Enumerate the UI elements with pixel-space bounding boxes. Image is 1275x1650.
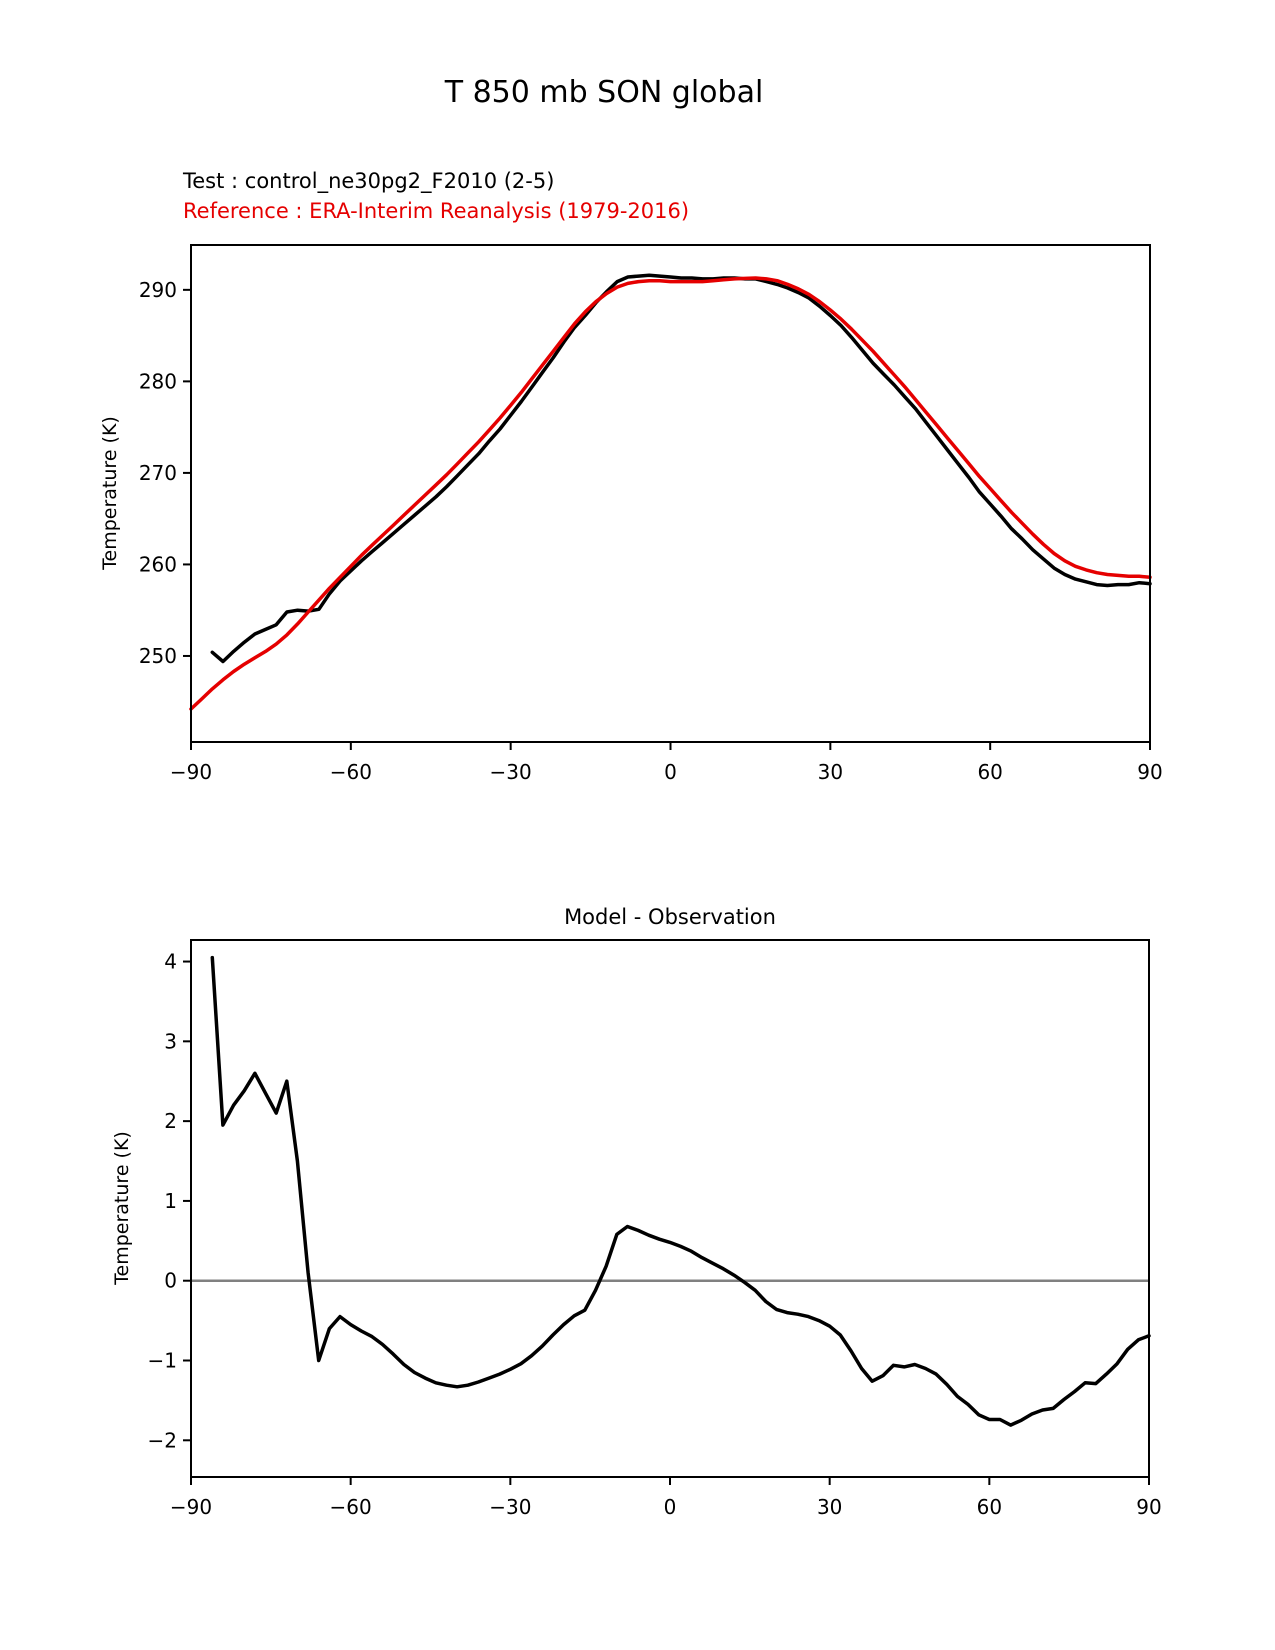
x-tick-label: 30 [817, 760, 844, 784]
top-chart-ylabel: Temperature (K) [99, 416, 121, 570]
y-tick-label: −1 [147, 1348, 177, 1373]
x-tick-label: 60 [977, 760, 1003, 784]
x-tick-label: −90 [169, 760, 213, 784]
y-tick-label: 4 [164, 949, 177, 974]
series-test [212, 958, 1149, 1426]
y-tick-label: 290 [138, 277, 177, 302]
legend-reference-label: Reference : ERA-Interim Reanalysis (1979-2016) [183, 199, 690, 223]
x-tick-label: −30 [489, 1495, 532, 1519]
bottom-chart-axes [148, 940, 1162, 1519]
x-tick-label: −30 [489, 760, 532, 784]
series-test [212, 275, 1150, 661]
axes-box [191, 940, 1149, 1477]
x-tick-label: 90 [1136, 1495, 1162, 1519]
x-tick-label: 90 [1137, 760, 1163, 784]
figure-title: T 850 mb SON global [444, 75, 764, 110]
y-tick-label: 3 [164, 1029, 177, 1054]
y-tick-label: −2 [147, 1428, 177, 1453]
y-tick-label: 1 [164, 1188, 177, 1213]
x-tick-label: 0 [663, 1495, 677, 1519]
top-chart-axes [139, 245, 1163, 784]
x-tick-label: 0 [664, 760, 677, 784]
x-tick-label: 30 [816, 1495, 843, 1519]
y-tick-label: 260 [138, 552, 177, 577]
x-tick-label: −60 [329, 760, 372, 784]
x-tick-label: 60 [976, 1495, 1003, 1519]
legend-test-label: Test : control_ne30pg2_F2010 (2-5) [183, 169, 555, 193]
y-tick-label: 0 [164, 1268, 177, 1293]
x-tick-label: −60 [329, 1495, 372, 1519]
y-tick-label: 270 [138, 460, 177, 485]
x-tick-label: −90 [169, 1495, 213, 1519]
bottom-chart-ylabel: Temperature (K) [111, 1131, 133, 1285]
series-reference [191, 278, 1150, 709]
y-tick-label: 2 [164, 1109, 177, 1134]
y-tick-label: 250 [138, 643, 177, 668]
bottom-chart-title: Model - Observation [564, 905, 776, 929]
axes-box [191, 245, 1150, 742]
y-tick-label: 280 [138, 369, 177, 394]
